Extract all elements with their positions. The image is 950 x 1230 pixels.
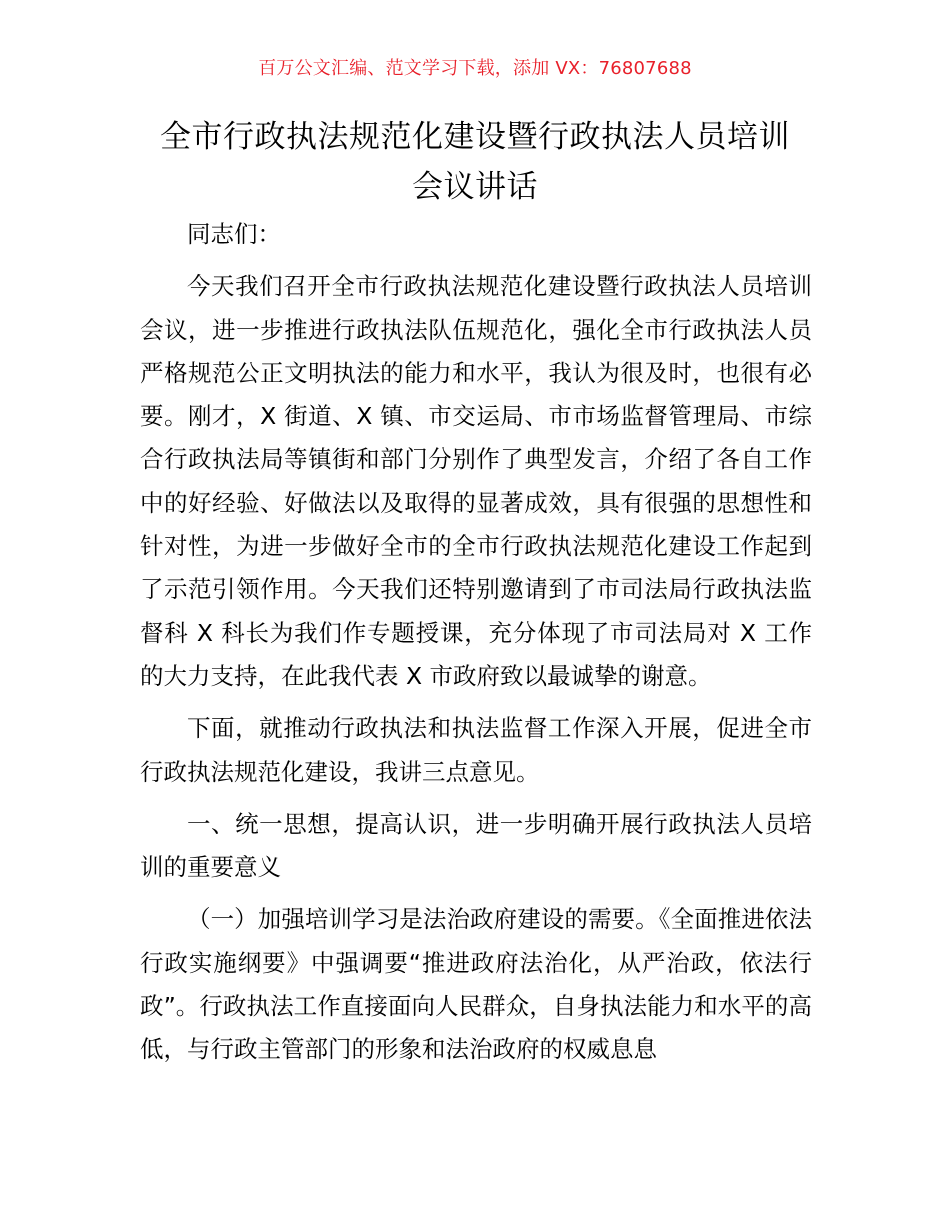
paragraph-subsection-1: （一）加强培训学习是法治政府建设的需要。《全面推进依法行政实施纲要》中强调要“推进政府法治化，从严治政，依法行政”。行政执法工作直接面向人民群众，自身执法能力和水平的高低，与行政主管部门的形象和法治政府的权威息息	[140, 905, 812, 1064]
section-heading-1: 一、统一思想，提高认识，进一步明确开展行政执法人员培训的重要意义	[140, 809, 812, 882]
title-line-1: 全市行政执法规范化建设暨行政执法人员培训	[160, 119, 790, 155]
paragraph-intro-points: 下面，就推动行政执法和执法监督工作深入开展，促进全市行政执法规范化建设，我讲三点意见。	[140, 714, 812, 786]
salutation: 同志们：	[187, 220, 281, 248]
document-body	[140, 213, 812, 1081]
paragraph-opening: 今天我们召开全市行政执法规范化建设暨行政执法人员培训会议，进一步推进行政执法队伍规范化，强化全市行政执法人员严格规范公正文明执法的能力和水平，我认为很及时，也很有必要。刚才，X 街道、X 镇、市交运局、市市场监督管理局、市综合行政执法局等镇街和部门分别作了典型发言，介绍了各自工作中的好经验、好做法以及取得的显著成效，具有很强的思想性和针对性，为进一步做好全市的全市行政执法规范化建设工作起到了示范引领作用。今天我们还特别邀请到了市司法局行政执法监督科 X 科长为我们作专题授课，充分体现了市司法局对 X 工作的大力支持，在此我代表 X 市政府致以最诚挚的谢意。	[140, 272, 812, 690]
watermark-banner: 百万公文汇编、范文学习下载，添加 VX：76807688	[258, 58, 692, 79]
document-title	[130, 112, 820, 212]
title-line-2: 会议讲话	[412, 169, 538, 205]
